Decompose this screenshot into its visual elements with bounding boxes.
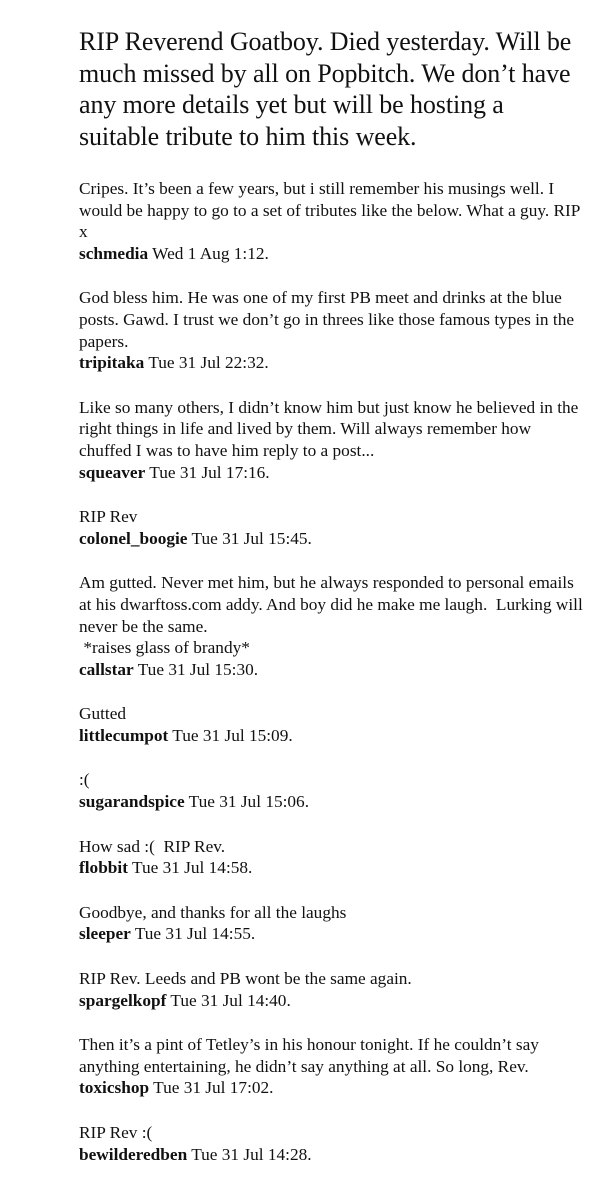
comment-author: bewilderedben (79, 1144, 188, 1164)
comment (79, 968, 583, 1011)
comment-text: Gutted (79, 704, 127, 724)
comment-text: Goodbye, and thanks for all the laughs (79, 902, 347, 922)
comment-author: squeaver (79, 462, 146, 482)
comment (79, 769, 583, 812)
comment (79, 836, 583, 879)
comment-text: Like so many others, I didn’t know him but just know he believed in the right things in life and lived by them. Will always remember how chuffed I was to have him reply to a post... (79, 397, 583, 460)
comment-byline (79, 528, 583, 550)
headline: RIP Reverend Goatboy. Died yesterday. Will be much missed by all on Popbitch. We don’t have any more details yet but will be hosting a suitable tribute to him this week. (79, 27, 572, 151)
comment-text: God bless him. He was one of my first PB meet and drinks at the blue posts. Gawd. I trust we don’t go in threes like those famous types in the papers. (79, 288, 579, 351)
comment-byline (79, 923, 583, 945)
comment-timestamp: Tue 31 Jul 14:55. (134, 924, 256, 944)
comment-timestamp: Wed 1 Aug 1:12. (152, 243, 269, 263)
comment-text: :( (79, 770, 90, 790)
comment (79, 178, 583, 264)
comment-timestamp: Tue 31 Jul 15:45. (191, 528, 312, 548)
comment-author: sleeper (79, 924, 131, 944)
comment-byline (79, 990, 583, 1012)
comment (79, 1122, 583, 1165)
comment-author: colonel_boogie (79, 528, 188, 548)
comment-byline (79, 352, 583, 374)
comment-byline (79, 243, 583, 265)
comment-timestamp: Tue 31 Jul 15:30. (137, 659, 259, 679)
comment-author: toxicshop (79, 1078, 150, 1098)
comment (79, 902, 583, 945)
comment (79, 572, 583, 680)
comment-byline (79, 1144, 583, 1166)
comment-timestamp: Tue 31 Jul 14:28. (191, 1144, 312, 1164)
comment (79, 287, 583, 373)
comment-timestamp: Tue 31 Jul 14:40. (170, 990, 291, 1010)
comment-author: sugarandspice (79, 792, 185, 812)
comment-text: Cripes. It’s been a few years, but i still remember his musings well. I would be happy to go to a set of tributes like the below. What a guy. RIP x (79, 179, 585, 242)
comment-byline (79, 791, 583, 813)
comment-text: RIP Rev (79, 507, 138, 527)
comment-timestamp: Tue 31 Jul 14:58. (132, 858, 253, 878)
comment-author: callstar (79, 659, 134, 679)
comment-author: littlecumpot (79, 725, 169, 745)
comment-byline (79, 1077, 583, 1099)
comment-author: schmedia (79, 243, 149, 263)
comment (79, 506, 583, 549)
comment-text: Then it’s a pint of Tetley’s in his honour tonight. If he couldn’t say anything entertaining, he didn’t say anything at all. So long, Rev. (79, 1035, 544, 1076)
comment-text: RIP Rev :( (79, 1123, 153, 1142)
comment-text: Am gutted. Never met him, but he always responded to personal emails at his dwarftoss.com addy. And boy did he make me laugh. Lurking will never be the same. *raises glass of brandy* (79, 573, 583, 658)
comment-timestamp: Tue 31 Jul 15:09. (172, 725, 293, 745)
comment-author: tripitaka (79, 353, 145, 373)
comment-text: How sad :( RIP Rev. (79, 836, 226, 856)
comment-author: spargelkopf (79, 990, 167, 1010)
comment-timestamp: Tue 31 Jul 22:32. (148, 353, 269, 373)
comment (79, 1034, 583, 1099)
comment-timestamp: Tue 31 Jul 17:02. (153, 1078, 274, 1098)
comment-byline (79, 725, 583, 747)
comment-byline (79, 659, 583, 681)
comment-byline (79, 462, 583, 484)
comment-text: RIP Rev. Leeds and PB wont be the same again. (79, 969, 412, 989)
comment (79, 703, 583, 746)
comment-timestamp: Tue 31 Jul 15:06. (188, 792, 310, 812)
comment-timestamp: Tue 31 Jul 17:16. (149, 462, 270, 482)
comment-byline (79, 857, 583, 879)
comment-list (79, 178, 583, 1165)
comment-author: flobbit (79, 858, 128, 878)
comment (79, 397, 583, 483)
